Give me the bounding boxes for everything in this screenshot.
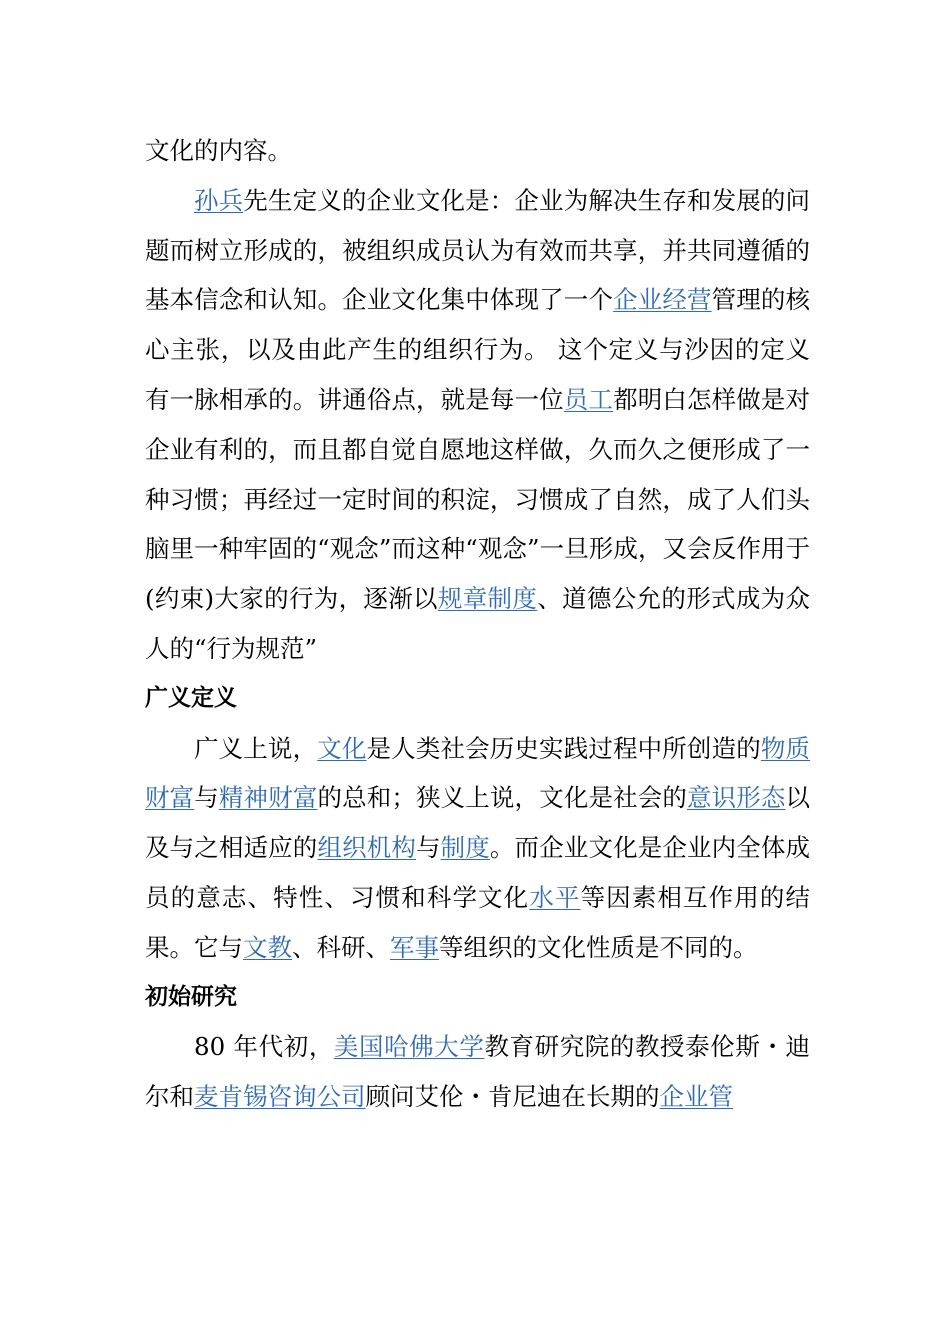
text-run: 与	[194, 783, 219, 813]
text-run: 教育研究院的教授泰伦斯・迪尔和	[145, 1032, 810, 1112]
text-run: 以及与之相适应的	[145, 783, 811, 863]
text-run: 文化的内容。	[145, 136, 292, 165]
link-harvard-university[interactable]: 美国哈佛大学	[333, 1032, 485, 1062]
paragraph-broad-definition	[145, 724, 810, 973]
text-run: 顾问艾伦・肯尼迪在长期的	[365, 1082, 660, 1112]
text-run: 80 年代初，	[194, 1032, 334, 1062]
text-run: 、道德公允的形式成为众人的“行为规范”	[145, 584, 811, 663]
section-heading-initial-research: 初始研究	[145, 983, 237, 1010]
paragraph-sunbing-definition	[145, 176, 810, 674]
text-run: 等因素相互作用的结果。它与	[145, 882, 811, 962]
text-run: 与	[416, 833, 441, 863]
link-rules-regulations[interactable]: 规章制度	[437, 584, 538, 614]
link-culture[interactable]: 文化	[317, 733, 367, 763]
text-run: 先生定义的企业文化是：企业为解决生存和发展的问题而树立形成的，被组织成员认为有效而共享，并共同遵循的基本信念和认知。企业文化集中体现了一个	[145, 185, 811, 315]
link-organization[interactable]: 组织机构	[317, 833, 416, 863]
text-run: 都明白怎样做是对企业有利的，而且都自觉自愿地这样做，久而久之便形成了一种习惯；再经过一定时间的积淀，习惯成了自然，成了人们头脑里一种牢固的“观念”而这种“观念”一旦形成，又会反作用于(约束)大家的行为，逐渐以	[145, 384, 811, 614]
text-run: 、科研、	[292, 932, 390, 962]
text-run: 等组织的文化性质是不同的。	[439, 932, 758, 962]
paragraph-continuation	[145, 126, 810, 176]
link-spiritual-wealth[interactable]: 精神财富	[218, 783, 318, 813]
text-run: 的总和；狭义上说，文化是社会的	[317, 783, 687, 813]
link-ideology[interactable]: 意识形态	[687, 783, 786, 813]
section-heading-broad-definition: 广义定义	[145, 684, 237, 711]
link-sunbing[interactable]: 孙兵	[194, 185, 244, 215]
link-enterprise-management[interactable]: 企业管	[659, 1082, 733, 1112]
link-level[interactable]: 水平	[529, 882, 581, 912]
document-page	[145, 126, 810, 1122]
text-run: 。而企业文化是企业内全体成员的意志、特性、习惯和科学文化	[145, 833, 811, 912]
link-business-management[interactable]: 企业经营	[613, 285, 712, 315]
link-education[interactable]: 文教	[243, 932, 292, 962]
text-run: 管理的核心主张，以及由此产生的组织行为。 这个定义与沙因的定义有一脉相承的。讲通俗点，就是每一位	[145, 285, 811, 414]
text-run: 是人类社会历史实践过程中所创造的	[366, 733, 761, 763]
text-run: 广义上说，	[194, 733, 318, 763]
link-military[interactable]: 军事	[390, 932, 439, 962]
link-mckinsey[interactable]: 麦肯锡咨询公司	[194, 1082, 366, 1112]
link-material-wealth[interactable]: 物质财富	[145, 733, 811, 813]
link-system[interactable]: 制度	[440, 833, 490, 863]
paragraph-initial-research	[145, 1022, 810, 1122]
link-employee[interactable]: 员工	[563, 384, 614, 414]
